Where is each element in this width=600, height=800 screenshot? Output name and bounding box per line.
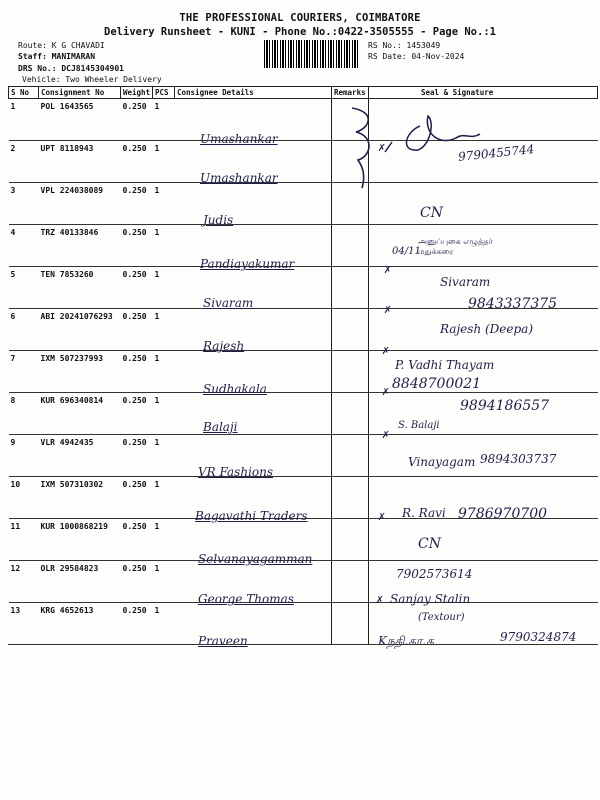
row-remarks [332, 519, 369, 561]
tick-mark-icon: ✗ [384, 302, 392, 316]
row-weight: 0.250 [121, 603, 153, 645]
table-row [9, 561, 598, 603]
row-weight: 0.250 [121, 99, 153, 141]
handwritten-name-3: Judis [203, 213, 234, 227]
row-consignment-no: VPL 224038089 [39, 183, 121, 225]
row-pcs: 1 [153, 519, 175, 561]
row-weight: 0.250 [121, 477, 153, 519]
handwritten-name-9: VR Fashions [198, 465, 274, 479]
phone-row-12: 7902573614 [396, 567, 473, 581]
phone-row-13: 9790324874 [500, 630, 577, 644]
row-sno: 10 [9, 477, 39, 519]
row-pcs: 1 [153, 477, 175, 519]
row-consignee [175, 183, 332, 225]
row-consignee [175, 309, 332, 351]
header-consignment: Consignment No [39, 87, 121, 99]
handwritten-name-7: Sudhakala [203, 382, 267, 396]
handwritten-name-5: Sivaram [203, 296, 254, 310]
row-pcs: 1 [153, 183, 175, 225]
handwritten-name-12: George Thomas [198, 592, 294, 606]
row-pcs: 1 [153, 603, 175, 645]
rs-number: RS No.: 1453049 [368, 41, 441, 50]
row-weight: 0.250 [121, 183, 153, 225]
tick-mark-icon: ✗ [378, 509, 386, 523]
tick-mark-icon: ✗ [384, 262, 392, 276]
row-sno: 7 [9, 351, 39, 393]
row-consignment-no: OLR 29584823 [39, 561, 121, 603]
header-remarks: Remarks [332, 87, 369, 99]
row-consignment-no: KUR 696340814 [39, 393, 121, 435]
row-consignment-no: IXM 507310302 [39, 477, 121, 519]
table-bottom-line [8, 644, 597, 645]
row-remarks [332, 477, 369, 519]
header-pcs: PCS [153, 87, 175, 99]
header-weight: Weight [121, 87, 153, 99]
signature-row-10: R. Ravi [402, 506, 446, 520]
drs-number: DRS No.: DCJ8145304901 [18, 64, 124, 73]
vehicle-text: Vehicle: Two Wheeler Delivery [22, 75, 162, 84]
row-signature [369, 183, 598, 225]
name-row-5: Sivaram [440, 275, 491, 289]
table-row [9, 183, 598, 225]
row-signature [369, 519, 598, 561]
row-remarks [332, 603, 369, 645]
row-pcs: 1 [153, 267, 175, 309]
table-row [9, 99, 598, 141]
row-consignment-no: TEN 7853260 [39, 267, 121, 309]
row-sno: 8 [9, 393, 39, 435]
initials-row-11: CN [418, 536, 441, 552]
phone-row-9: 9894303737 [480, 452, 557, 466]
signature-row-8: S. Balaji [398, 420, 440, 431]
phone-row-7: 8848700021 [392, 376, 482, 392]
runsheet-subtitle: Delivery Runsheet - KUNI - Phone No.:0422-3505555 - Page No.:1 [104, 26, 496, 38]
phone-row-10: 9786970700 [458, 506, 548, 522]
row-consignment-no: UPT 8118943 [39, 141, 121, 183]
staff-text: Staff: MANIMARAN [18, 52, 96, 61]
row-consignment-no: TRZ 40133846 [39, 225, 121, 267]
signature-row-12: Sanjay Stalin [390, 592, 471, 606]
handwritten-name-4: Pandiayakumar [200, 257, 295, 271]
row-consignment-no: VLR 4942435 [39, 435, 121, 477]
tick-mark-icon: ✗ [382, 384, 390, 398]
row-remarks [332, 435, 369, 477]
row-consignment-no: KRG 4652613 [39, 603, 121, 645]
row-weight: 0.250 [121, 141, 153, 183]
rs-date: RS Date: 04-Nov-2024 [368, 52, 465, 61]
company-title: THE PROFESSIONAL COURIERS, COIMBATORE [179, 12, 421, 24]
row-remarks [332, 561, 369, 603]
row-sno: 2 [9, 141, 39, 183]
row-sno: 6 [9, 309, 39, 351]
row-weight: 0.250 [121, 351, 153, 393]
row-weight: 0.250 [121, 267, 153, 309]
row-sno: 1 [9, 99, 39, 141]
row-weight: 0.250 [121, 561, 153, 603]
row-pcs: 1 [153, 435, 175, 477]
row-consignment-no: KUR 1000868219 [39, 519, 121, 561]
row-pcs: 1 [153, 561, 175, 603]
row-weight: 0.250 [121, 519, 153, 561]
row-remarks [332, 267, 369, 309]
date-row-4: 04/11 [392, 246, 421, 257]
tick-mark-icon: ✗ [382, 343, 390, 357]
route-text: Route: K G CHAVADI [18, 41, 105, 50]
table-row [9, 351, 598, 393]
row-sno: 5 [9, 267, 39, 309]
tick-mark-icon: ✗ [378, 140, 386, 154]
row-consignee [175, 393, 332, 435]
row-remarks [332, 393, 369, 435]
handwritten-name-2: Umashankar [200, 171, 278, 185]
row-pcs: 1 [153, 99, 175, 141]
row-sno: 9 [9, 435, 39, 477]
row-sno: 11 [9, 519, 39, 561]
signature-row-6: Rajesh (Deepa) [440, 322, 534, 336]
initials-row-3: CN [420, 205, 443, 221]
row-consignment-no: POL 1643565 [39, 99, 121, 141]
handwritten-name-1: Umashankar [200, 132, 278, 146]
row-pcs: 1 [153, 351, 175, 393]
handwritten-name-13: Praveen [198, 634, 248, 648]
phone-row-5: 9843337375 [468, 296, 558, 312]
signature-row-13: Kநதி.கா.க [378, 634, 434, 648]
row-sno: 3 [9, 183, 39, 225]
tick-mark-icon: ✗ [382, 427, 390, 441]
remarks-scribble [342, 100, 382, 195]
row-weight: 0.250 [121, 225, 153, 267]
header-sno: S No [9, 87, 39, 99]
barcode-image [264, 40, 359, 68]
row-weight: 0.250 [121, 435, 153, 477]
row-pcs: 1 [153, 225, 175, 267]
row-remarks [332, 351, 369, 393]
row-pcs: 1 [153, 141, 175, 183]
signature-row-7: P. Vadhi Thayam [395, 358, 495, 372]
handwritten-name-10: Bagavathi Traders [195, 509, 308, 523]
row-pcs: 1 [153, 309, 175, 351]
row-consignment-no: ABI 20241076293 [39, 309, 121, 351]
signature-row-9: Vinayagam [408, 455, 476, 469]
row-sno: 12 [9, 561, 39, 603]
row-weight: 0.250 [121, 309, 153, 351]
table-header-row [9, 87, 598, 99]
note-row-12: (Textour) [418, 612, 465, 623]
row-remarks [332, 309, 369, 351]
row-sno: 13 [9, 603, 39, 645]
row-weight: 0.250 [121, 393, 153, 435]
row-remarks [332, 225, 369, 267]
handwritten-name-11: Selvanayagamman [198, 552, 313, 566]
row-pcs: 1 [153, 393, 175, 435]
tamil-stamp-row-4: அனுப்புகை எழுத்தர் மதுக்கரை [418, 237, 493, 256]
handwritten-name-8: Balaji [203, 420, 238, 434]
header-signature: Seal & Signature [369, 87, 598, 99]
header-consignee: Consignee Details [175, 87, 332, 99]
phone-row-1: 9790455744 [457, 142, 535, 164]
phone-row-8: 9894186557 [460, 398, 550, 414]
row-consignment-no: IXM 507237993 [39, 351, 121, 393]
handwritten-name-6: Rajesh [203, 339, 245, 353]
row-sno: 4 [9, 225, 39, 267]
tick-mark-icon: ✗ [376, 592, 384, 606]
